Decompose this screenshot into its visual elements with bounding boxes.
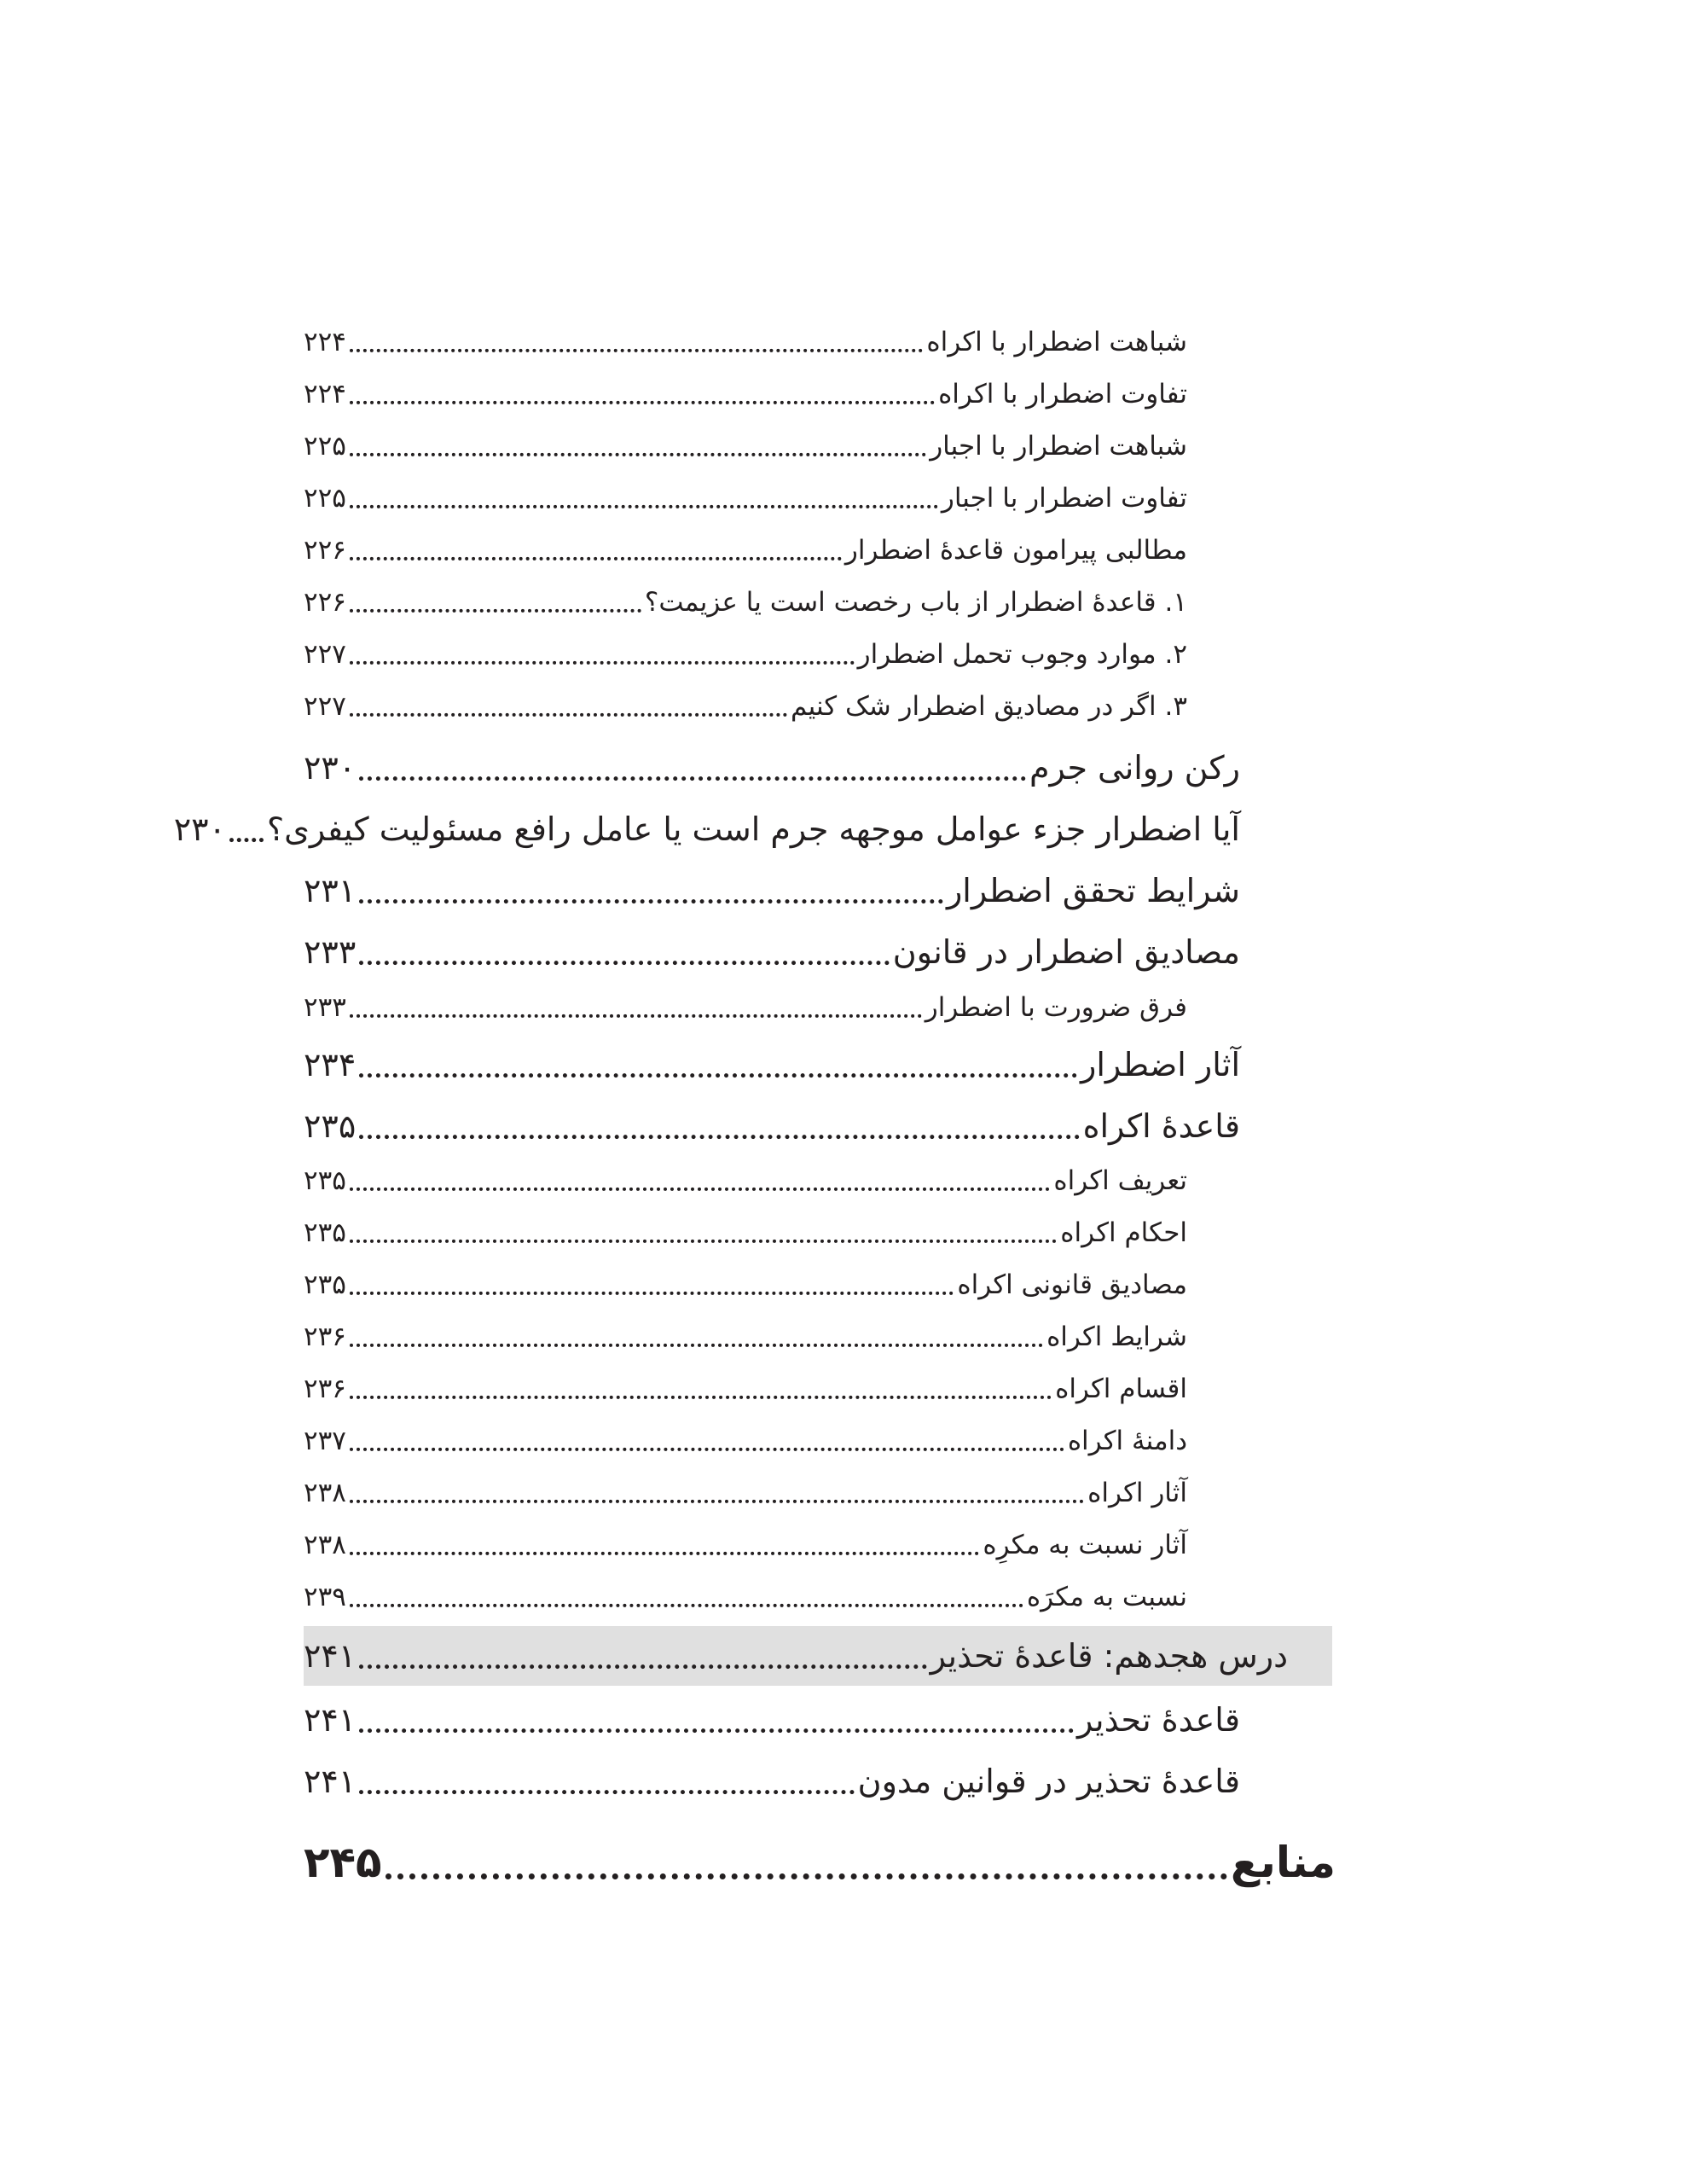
toc-entry xyxy=(304,1095,1240,1157)
toc-entry-page: ۲۳۳ xyxy=(304,933,357,971)
toc-entry-title: تفاوت اضطرار با اجبار xyxy=(941,483,1187,514)
dot-leader xyxy=(350,401,935,404)
toc-entry-page: ۲۳۴ xyxy=(304,1046,357,1083)
toc-entry-page: ۲۴۵ xyxy=(304,1838,382,1887)
toc-entry xyxy=(304,420,1187,473)
toc-entry xyxy=(304,1467,1187,1519)
toc-entry xyxy=(304,368,1187,421)
dot-leader xyxy=(350,1396,1052,1399)
toc-entry xyxy=(304,1258,1187,1311)
toc-entry-title: آیا اضطرار جزء عوامل موجهه جرم است یا عامل رافع مسئولیت کیفری؟ xyxy=(266,810,1240,848)
dot-leader xyxy=(350,1014,922,1018)
dot-leader xyxy=(350,349,923,352)
dot-leader xyxy=(350,1500,1084,1503)
toc-entry-title: اقسام اکراه xyxy=(1055,1374,1187,1404)
dot-leader xyxy=(350,661,855,665)
toc-entry-title: درس هجدهم: قاعدۀ تحذیر xyxy=(930,1637,1288,1675)
toc-entry xyxy=(173,799,1240,860)
toc-entry-title: تفاوت اضطرار با اکراه xyxy=(938,379,1187,410)
toc-entry-page: ۲۳۷ xyxy=(304,1426,346,1456)
dot-leader xyxy=(350,1240,1057,1243)
toc-entry-title: قاعدۀ تحذیر در قوانین مدون xyxy=(857,1763,1240,1800)
dot-leader xyxy=(359,1664,926,1669)
toc-entry-page: ۲۳۹ xyxy=(304,1582,346,1612)
toc-entry-page: ۲۳۸ xyxy=(304,1530,346,1560)
toc-entry-title: فرق ضرورت با اضطرار xyxy=(925,992,1187,1023)
toc-entry xyxy=(304,1362,1187,1415)
toc-entry-title: مطالبی پیرامون قاعدۀ اضطرار xyxy=(844,535,1187,566)
dot-leader xyxy=(359,1135,1079,1139)
toc-entry-page: ۲۴۱ xyxy=(304,1637,357,1675)
dot-leader xyxy=(359,1073,1077,1077)
toc-entry-page: ۲۲۶ xyxy=(304,587,346,618)
toc-entry-title: شباهت اضطرار با اجبار xyxy=(930,431,1187,462)
toc-entry-page: ۲۴۱ xyxy=(304,1763,357,1800)
toc-entry-title: قاعدۀ اکراه xyxy=(1082,1107,1240,1145)
toc-entry-page: ۲۳۵ xyxy=(304,1107,357,1145)
toc-entry-title: منابع xyxy=(1230,1838,1336,1887)
dot-leader xyxy=(350,1448,1064,1451)
toc-entry-page: ۲۳۱ xyxy=(304,872,357,909)
toc-entry-title: مصادیق قانونی اکراه xyxy=(957,1269,1187,1300)
toc-entry-page: ۲۲۷ xyxy=(304,691,346,722)
toc-entry xyxy=(304,737,1240,799)
dot-leader xyxy=(350,453,926,456)
dot-leader xyxy=(350,1188,1050,1191)
toc-entry-page: ۲۳۶ xyxy=(304,1321,346,1352)
toc-entry-page: ۲۲۴ xyxy=(304,327,346,357)
toc-entry xyxy=(304,1414,1187,1467)
toc-entry xyxy=(304,680,1187,733)
toc-entry xyxy=(304,981,1187,1034)
toc-entry-page: ۲۳۰ xyxy=(304,749,357,787)
toc-entry-page: ۲۴۱ xyxy=(304,1701,357,1739)
toc-entry-page: ۲۳۶ xyxy=(304,1374,346,1404)
toc-entry xyxy=(304,472,1187,525)
dot-leader xyxy=(350,1344,1043,1347)
toc-entry xyxy=(304,921,1240,983)
dot-leader xyxy=(386,1873,1227,1879)
toc-entry xyxy=(304,1751,1240,1812)
toc-entry-page: ۲۳۰ xyxy=(173,810,226,848)
toc-entry-title: نسبت به مکرَه xyxy=(1026,1582,1187,1612)
toc-main-entry xyxy=(304,1824,1336,1901)
toc-entry-title: ۲. موارد وجوب تحمل اضطرار xyxy=(857,639,1187,670)
toc-entry-title: قاعدۀ تحذیر xyxy=(1077,1701,1240,1739)
toc-entry-title: تعریف اکراه xyxy=(1053,1165,1187,1196)
dot-leader xyxy=(359,899,943,903)
toc-entry xyxy=(304,1310,1187,1363)
toc-entry-page: ۲۲۷ xyxy=(304,639,346,670)
toc-entry xyxy=(304,1206,1187,1259)
dot-leader xyxy=(359,961,889,965)
dot-leader xyxy=(229,838,264,842)
toc-entry-title: رکن روانی جرم xyxy=(1029,749,1240,787)
toc-entry xyxy=(304,1689,1240,1751)
toc-entry-page: ۲۳۳ xyxy=(304,992,346,1023)
dot-leader xyxy=(350,505,938,508)
toc-entry-page: ۲۳۵ xyxy=(304,1269,346,1300)
toc-entry xyxy=(304,860,1240,921)
dot-leader xyxy=(350,557,842,561)
toc-entry xyxy=(304,1519,1187,1571)
toc-lesson-entry xyxy=(304,1626,1288,1686)
toc-entry-title: مصادیق اضطرار در قانون xyxy=(892,933,1240,971)
dot-leader xyxy=(359,1728,1074,1733)
dot-leader xyxy=(359,776,1026,781)
toc-entry-title: شرایط اکراه xyxy=(1046,1321,1187,1352)
toc-entry-title: شرایط تحقق اضطرار xyxy=(946,872,1240,909)
toc-entry xyxy=(304,628,1187,681)
toc-entry-page: ۲۲۵ xyxy=(304,483,346,514)
toc-entry-page: ۲۳۸ xyxy=(304,1478,346,1508)
dot-leader xyxy=(350,1292,954,1295)
toc-entry xyxy=(304,1571,1187,1623)
toc-entry-title: شباهت اضطرار با اکراه xyxy=(926,327,1187,357)
toc-entry-title: احکام اکراه xyxy=(1060,1217,1187,1248)
toc-entry-title: آثار نسبت به مکرِه xyxy=(983,1530,1187,1560)
toc-entry-title: دامنۀ اکراه xyxy=(1067,1426,1187,1456)
dot-leader xyxy=(359,1790,854,1794)
toc-entry-title: ۳. اگر در مصادیق اضطرار شک کنیم xyxy=(791,691,1187,722)
toc-entry xyxy=(304,316,1187,369)
toc-entry-title: آثار اضطرار xyxy=(1080,1046,1240,1083)
dot-leader xyxy=(350,1552,979,1555)
toc-entry-page: ۲۲۶ xyxy=(304,535,346,566)
toc-entry-page: ۲۳۵ xyxy=(304,1217,346,1248)
dot-leader xyxy=(350,609,641,613)
toc-entry-page: ۲۳۵ xyxy=(304,1165,346,1196)
toc-entry-title: ۱. قاعدۀ اضطرار از باب رخصت است یا عزیمت؟ xyxy=(644,587,1187,618)
toc-entry-page: ۲۲۵ xyxy=(304,431,346,462)
toc-entry-title: آثار اکراه xyxy=(1087,1478,1187,1508)
toc-entry-page: ۲۲۴ xyxy=(304,379,346,410)
dot-leader xyxy=(350,713,787,717)
toc-entry xyxy=(304,576,1187,629)
toc-entry xyxy=(304,1154,1187,1207)
toc-entry xyxy=(304,524,1187,577)
toc-entry xyxy=(304,1034,1240,1095)
dot-leader xyxy=(350,1604,1023,1607)
